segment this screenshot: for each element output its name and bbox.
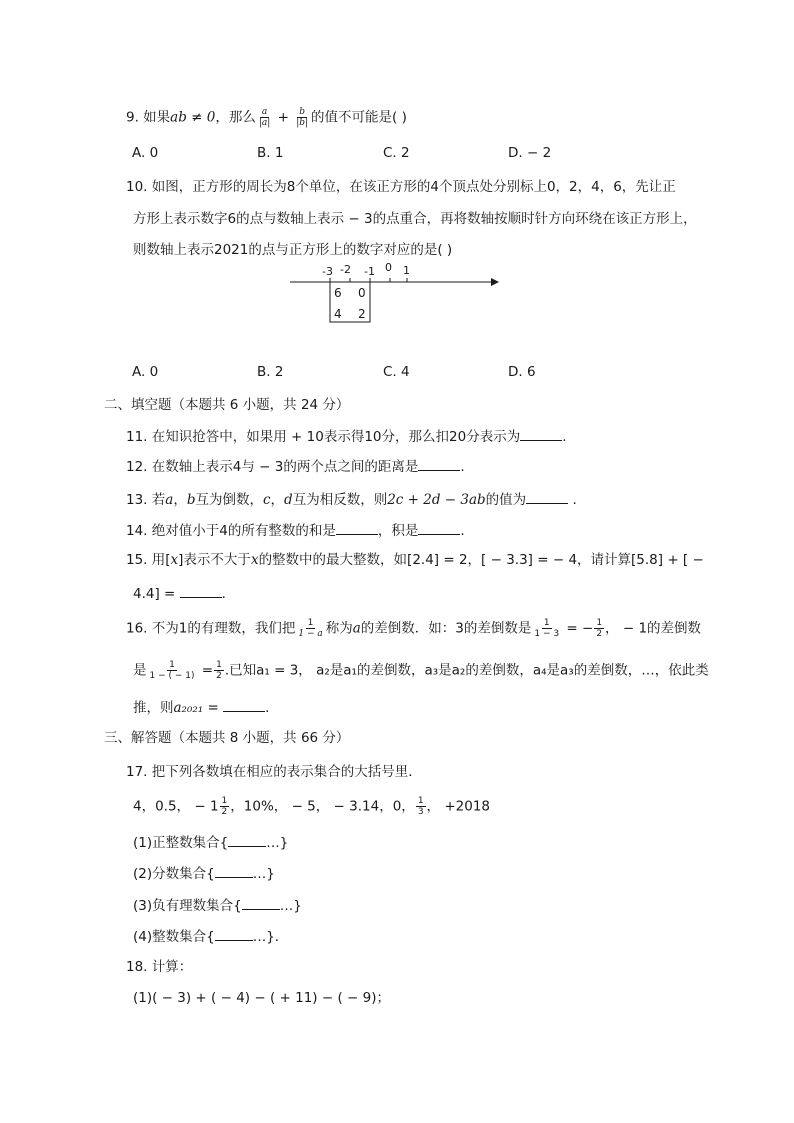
answer-blank[interactable]	[526, 489, 568, 504]
question-15: 15. 用[x]表示不大于x的整数中的最大整数，如[2.4] = 2，[ − 3.3] = − 4，请计算[5.8] + [ −	[126, 552, 704, 568]
question-13: 13. 若a，b互为倒数，c，d互为相反数，则2c + 2d − 3ab的值为 .	[126, 489, 577, 510]
condition: ab ≠ 0	[170, 109, 216, 126]
set-item-3: (3)负有理数集合{ …}	[133, 895, 302, 916]
arrow-head-icon	[491, 278, 499, 286]
question-18-title: 18. 计算：	[126, 959, 193, 975]
question-16-line-2: 是 $\frac{1}{1 - ( - 1)}$ = $\frac{1}{2}$ .已知a₁ = 3， a₂是a₁的差倒数，a₃是a₂的差倒数，a₄是a₃的差倒数，…，依此类	[133, 660, 709, 681]
section-3-title: 三、解答题（本题共 8 小题，共 66 分）	[104, 730, 350, 746]
answer-blank[interactable]	[418, 456, 460, 471]
fraction: $\frac{1}{2}$	[221, 796, 228, 817]
fraction: $\frac{1}{1 - 3}$	[534, 618, 560, 639]
q9-option-a: A. 0	[132, 145, 159, 161]
fraction: $\frac{1}{1 - a}$	[298, 618, 323, 639]
q10-option-b: B. 2	[257, 364, 284, 380]
question-16-line-3: 推，则a₂₀₂₁ = .	[133, 697, 269, 718]
q10-option-a: A. 0	[132, 364, 159, 380]
question-10-line-1: 10. 如图，正方形的周长为8个单位，在该正方形的4个顶点处分别标上0，2，4，6，先让正	[126, 179, 676, 195]
question-11: 11. 在知识抢答中，如果用 + 10表示得10分，那么扣20分表示为 .	[126, 426, 567, 447]
square-label: 0	[358, 286, 366, 300]
answer-blank[interactable]	[180, 583, 222, 598]
answer-blank[interactable]	[336, 520, 378, 535]
axis-label: 0	[385, 261, 392, 274]
q9-option-b: B. 1	[257, 145, 284, 161]
answer-blank[interactable]	[223, 697, 265, 712]
q10-option-d: D. 6	[508, 364, 536, 380]
number-line-figure	[285, 258, 505, 326]
axis-label: -1	[364, 265, 375, 278]
answer-blank[interactable]	[215, 863, 253, 878]
question-17-numbers: 4，0.5， − 1 $\frac{1}{2}$ ，10%， − 5， − 3.14，0， $\frac{1}{3}$ ， +2018	[133, 796, 491, 817]
question-10-line-3: 则数轴上表示2021的点与正方形上的数字对应的是( )	[133, 242, 453, 258]
answer-blank[interactable]	[520, 426, 562, 441]
question-18-expression-1: (1)( − 3) + ( − 4) − ( + 11) − ( − 9)；	[133, 990, 390, 1006]
axis-label: -3	[322, 265, 333, 278]
square-label: 4	[334, 307, 342, 321]
fraction: $\frac{1}{2}$	[216, 660, 222, 681]
axis-label: -2	[340, 263, 351, 276]
question-9: 9. 如果ab ≠ 0，那么 $\frac{a}{|a|}$ + $\frac{b}{|b|}$ 的值不可能是( )	[126, 107, 407, 128]
section-2-title: 二、填空题（本题共 6 小题，共 24 分）	[104, 397, 350, 413]
fraction-b: $\frac{b}{|b|}$	[296, 107, 309, 128]
question-12: 12. 在数轴上表示4与 − 3的两个点之间的距离是 .	[126, 456, 465, 477]
question-16-line-1: 16. 不为1的有理数，我们把 $\frac{1}{1 - a}$ 称为a的差倒数．如：3的差倒数是 $\frac{1}{1 - 3}$ = − $\frac{1}{2}$ ， − 1的差倒数	[126, 618, 702, 639]
fraction: $\frac{1}{1 - ( - 1)}$	[149, 660, 195, 681]
q9-option-c: C. 2	[383, 145, 410, 161]
question-15-line-2: 4.4] = .	[133, 583, 226, 604]
set-item-2: (2)分数集合{ …}	[133, 863, 275, 884]
question-10-line-2: 方形上表示数字6的点与数轴上表示 − 3的点重合，再将数轴按顺时针方向环绕在该正方形上，	[133, 211, 697, 227]
square-label: 2	[358, 307, 366, 321]
answer-blank[interactable]	[418, 520, 460, 535]
axis-label: 1	[403, 264, 410, 277]
square-label: 6	[334, 286, 342, 300]
q9-option-d: D. − 2	[508, 145, 552, 161]
answer-blank[interactable]	[242, 895, 280, 910]
fraction-a: $\frac{a}{|a|}$	[258, 107, 271, 128]
question-17-title: 17. 把下列各数填在相应的表示集合的大括号里．	[126, 764, 422, 780]
q10-option-c: C. 4	[383, 364, 410, 380]
expression: 2c + 2d − 3ab	[387, 492, 486, 508]
set-item-1: (1)正整数集合{ …}	[133, 832, 288, 853]
fraction: $\frac{1}{3}$	[417, 796, 424, 817]
answer-blank[interactable]	[228, 832, 266, 847]
answer-blank[interactable]	[215, 926, 253, 941]
question-14: 14. 绝对值小于4的所有整数的和是 ，积是 .	[126, 520, 465, 541]
fraction: $\frac{1}{2}$	[596, 618, 603, 639]
set-item-4: (4)整数集合{ …}．	[133, 926, 288, 947]
